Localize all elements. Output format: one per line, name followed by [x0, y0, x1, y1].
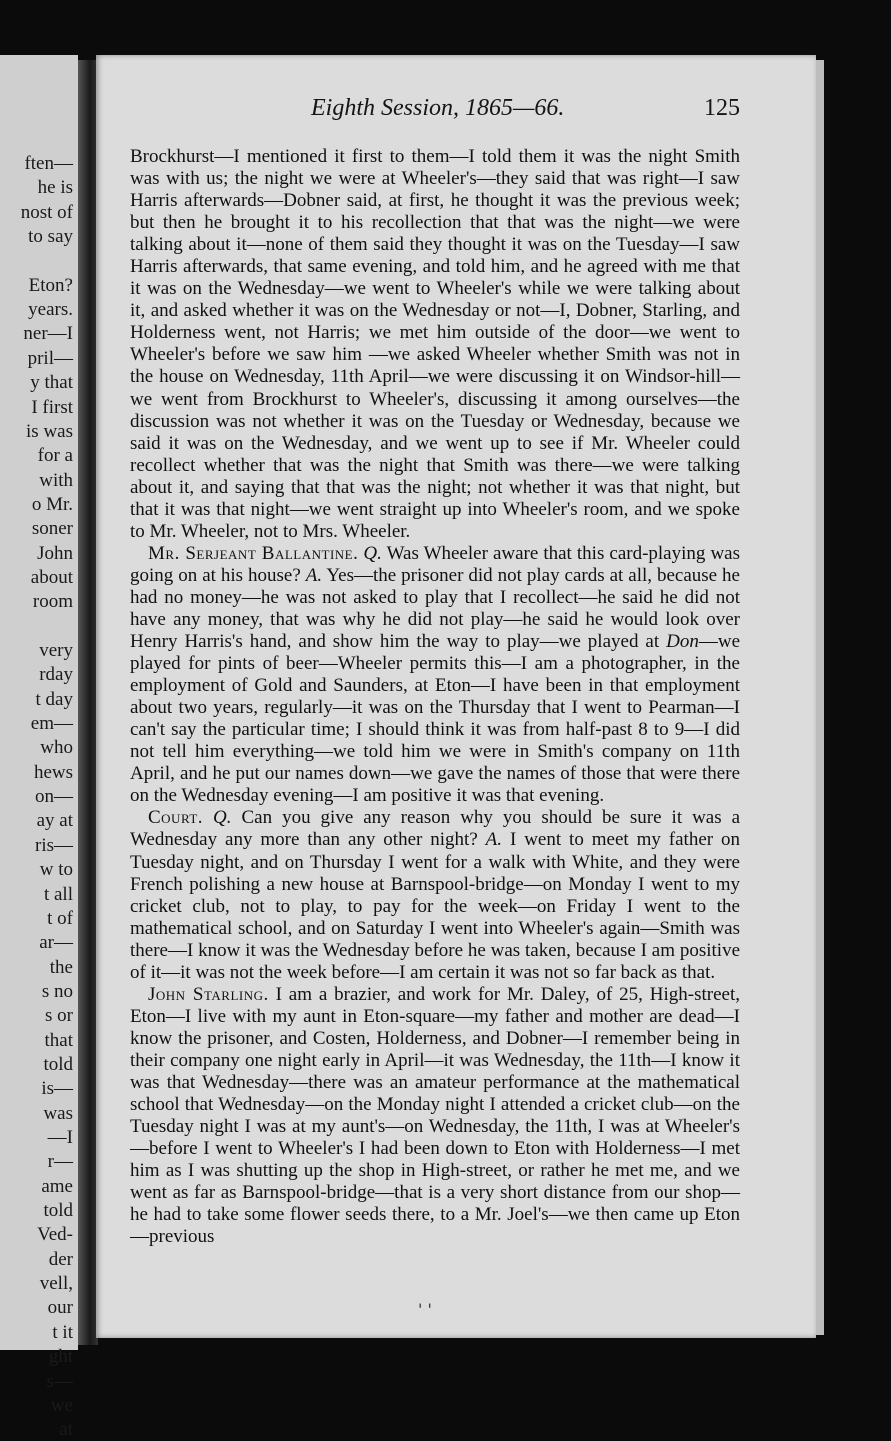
paragraph — [130, 543, 740, 808]
running-title: Eighth Session, 1865—66. — [311, 95, 565, 121]
fragment-line: s no — [41, 980, 73, 1002]
answer-label: A. — [485, 829, 503, 851]
fragment-line: w to — [39, 859, 73, 881]
fragment-line: ften— — [24, 153, 73, 174]
question-text: Can you give any reason why you should be sure it was a Wednesday any more than any other night? — [130, 807, 741, 851]
fragment-line: is was — [26, 420, 73, 442]
fragment-line: at — [59, 1419, 73, 1441]
fragment-line: t it — [52, 1321, 73, 1343]
fragment-line: for a — [37, 445, 73, 467]
fragment-line: s— — [46, 1370, 73, 1392]
fragment-line: to say — [28, 226, 73, 248]
fragment-line: very — [39, 640, 73, 661]
fragment-line: we — [50, 1394, 73, 1416]
fragment-line: Eton? — [28, 274, 73, 296]
page-number: 125 — [704, 95, 740, 121]
question-text: Was Wheeler aware that this card-playing was going on at his house? — [130, 542, 740, 586]
fragment-line: y that — [30, 372, 73, 394]
fragment-line: with — [39, 469, 73, 491]
paragraph-text: Brockhurst—I mentioned it first to them—I told them it was the night Smith was with us; the night we were at Wheeler's—they said that was right—I saw Harris afterwards—Dobner said, at first, he thought it was the previous week; but then he brought it to his recollection that that was the night—we were talking about it—none of them said they thought it was on the Tuesday—I saw Harris afterwards, that same evening, and told him, and he agreed with me that it was on the Wednesday—we went to Wheeler's while we were talking about it, and asked whether it was on the Wednesday or not—I, Dobner, Starling, and Holderness went, not Harris; we met him outside of the door—we went to Wheeler's before we saw him —we asked Wheeler whether Smith was not in the house on Wednesday, 11th April—we were discussing it on Windsor-hill—we went from Brockhurst to Wheeler's, discussing it among ourselves—the discussion was not whether it was on the Tuesday or Wednesday, because we said it was on the Wednesday, and we went up to see if Mr. Wheeler could recollect whether that was the night that Smith was there—we were talking about it, and saying that that was the night; not whether it was that night, but that it was that night—we went straight up into Wheeler's room, and we spoke to Mr. Wheeler, not to Mrs. Wheeler. — [130, 146, 740, 542]
fragment-line: told — [43, 1200, 73, 1222]
fragment-line: vell, — [39, 1273, 73, 1295]
answer-text: I went to meet my father on Tuesday night, and on Thursday I went for a walk with White, and they were French polishing a new house at Barnspool-bridge—on Monday I went to my cricket club, not to play, to pay for the week—on Friday I went to the mathematical school, and on Saturday I went into Wheeler's again—Smith was there—I know it was the Wednesday before he was taken, because I am positive of it—it was not the week before—I am certain it was not so far back as that. — [130, 829, 740, 983]
paragraph — [130, 807, 740, 983]
paragraph — [130, 146, 740, 543]
game-name: Don — [666, 631, 699, 653]
book-gutter — [78, 60, 98, 1345]
fragment-line: was — [43, 1102, 73, 1124]
fragment-line: told — [43, 1053, 73, 1075]
fragment-line: ame — [41, 1175, 73, 1197]
fragment-line: ris— — [35, 834, 73, 856]
fragment-line: hews — [33, 761, 73, 783]
facing-page-fragment — [0, 55, 78, 1441]
fragment-line: years. — [28, 299, 73, 321]
fragment-line: about — [30, 566, 73, 588]
fragment-line: t of — [47, 907, 73, 929]
fragment-line: o Mr. — [31, 493, 73, 515]
fragment-line: t all — [43, 883, 73, 905]
fragment-line: the — [49, 956, 73, 978]
answer-text: Yes—the prisoner did not play cards at all, because he had no money—he was not asked to play that I recollect—he said he did not have any money, that was why he did not play—he said he would look over Henry Harris's hand, and show him the way to play—we played at — [130, 564, 740, 653]
fragment-line: der — [48, 1248, 73, 1270]
fragment-line: I first — [31, 396, 73, 418]
fragment-line: rday — [39, 664, 73, 686]
fragment-line: ay at — [36, 810, 73, 832]
speaker-name: Mr. Serjeant Ballantine. — [148, 542, 359, 564]
fragment-line: pril— — [27, 347, 73, 369]
page-body — [130, 146, 740, 1248]
testimony-text: I am a brazier, and work for Mr. Daley, of 25, High-street, Eton—I live with my aunt in Eton-square—my father and mother are dead—I know the prisoner, and Costen, Holderness, and Dobner—I remember being in their company one night early in April—it was Wednesday, the 11th—I know it was that Wednesday—there was an amateur performance at the mathematical school that Wednesday—on the Monday night I attended a cricket club—on the Tuesday night I was at my aunt's—on Wednesday, the 11th, I was at Wheeler's—before I went to Wheeler's I had been down to Eton with Holderness—I met him as I was shutting up the shop in High-street, or rather he met me, and we went as far as Barnspool-bridge—that is a very short distance from our shop—he had to take some flower seeds there, to a Mr. Joel's—we then came up Eton—previous — [130, 983, 740, 1248]
fragment-line: s or — [45, 1005, 73, 1027]
fragment-line: ner—I — [23, 323, 73, 345]
fragment-line: that — [44, 1029, 73, 1051]
paragraph — [130, 984, 740, 1249]
fragment-line: r— — [47, 1151, 73, 1173]
fragment-line: he is — [37, 177, 73, 199]
answer-label: A. — [305, 564, 323, 586]
fragment-line: —I — [47, 1127, 73, 1148]
page-edge — [816, 60, 824, 1335]
fragment-line: ght — [48, 1346, 73, 1368]
fragment-line: is— — [41, 1078, 73, 1100]
fragment-line: Ved- — [37, 1224, 73, 1246]
page-header — [96, 95, 816, 125]
fragment-line: em— — [30, 713, 73, 735]
speaker-name: Court. — [148, 807, 204, 829]
fragment-line: room — [32, 591, 73, 613]
fragment-line: soner — [31, 518, 73, 540]
question-label: Q. — [213, 807, 232, 829]
fragment-line: ar— — [39, 932, 73, 954]
answer-text-cont: —we played for pints of beer—Wheeler permits this—I am a photographer, in the employment of Gold and Saunders, at Eton—I have been in that employment about two years, regularly—it was on the Thursday that I went to Pearman—I can't say the particular time; I should think it was from half-past 8 to 9—I did not tell him everything—we told him we were in Smith's company on 11th April, and he put our names down—we gave the names of those that were there on the Wednesday evening—I am positive it was that evening. — [130, 631, 740, 807]
footer-mark: ' ' — [418, 1300, 432, 1319]
question-label: Q. — [363, 542, 382, 564]
fragment-line: t day — [35, 688, 73, 710]
fragment-line: our — [47, 1297, 73, 1319]
book-page — [96, 55, 816, 1338]
fragment-line: who — [40, 737, 73, 759]
fragment-line: on— — [35, 786, 73, 808]
fragment-line: John — [37, 542, 73, 564]
witness-name: John Starling. — [148, 983, 269, 1005]
fragment-line: nost of — [20, 201, 73, 223]
